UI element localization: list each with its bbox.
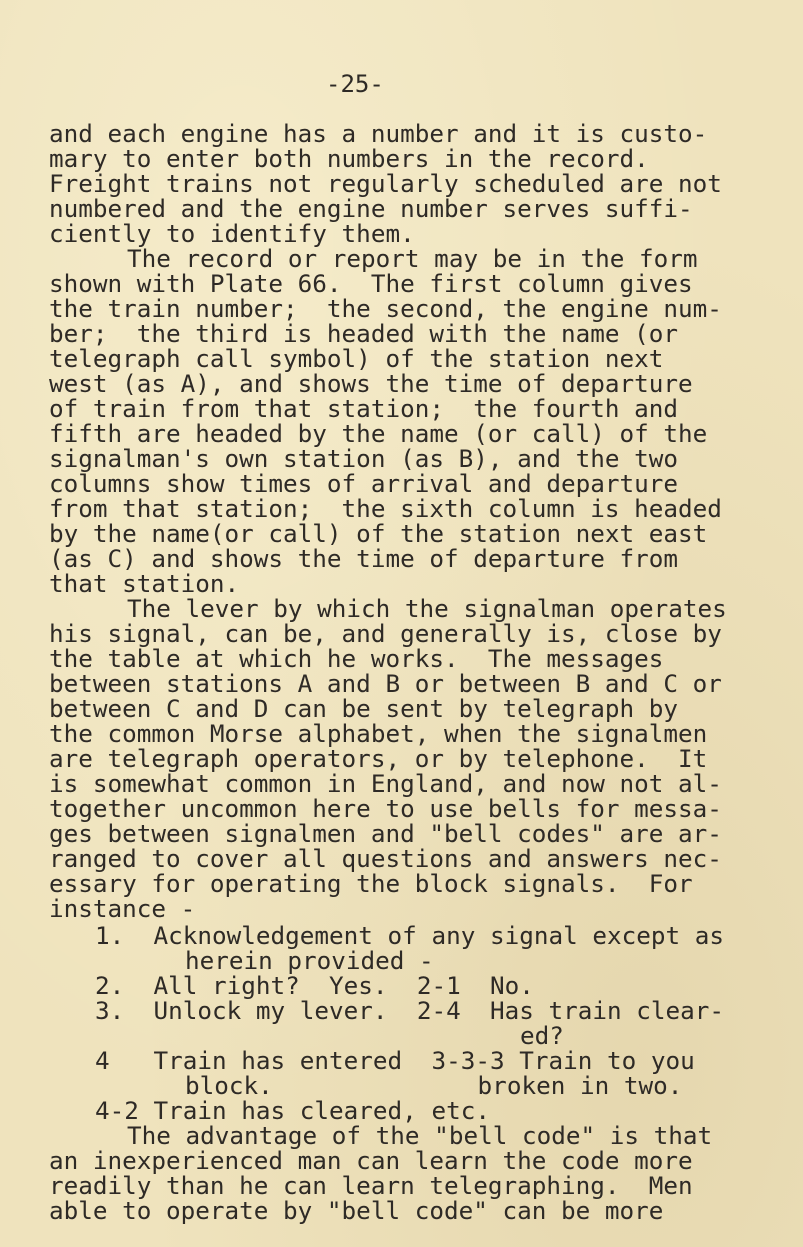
text-line: the common Morse alphabet, when the signalmen xyxy=(49,719,708,748)
list-item: 4-2 Train has cleared, etc. xyxy=(95,1096,490,1125)
text-line: Freight trains not regularly scheduled are not xyxy=(49,169,722,198)
text-line: ranged to cover all questions and answers nec- xyxy=(49,844,722,873)
text-line: instance - xyxy=(49,894,196,923)
text-line: by the name(or call) of the station next east xyxy=(49,519,708,548)
text-line: that station. xyxy=(49,569,240,598)
text-line: shown with Plate 66. The first column gives xyxy=(49,269,693,298)
text-line: between C and D can be sent by telegraph by xyxy=(49,694,679,723)
text-line: together uncommon here to use bells for messa- xyxy=(49,794,722,823)
text-line: numbered and the engine number serves suffi- xyxy=(49,194,693,223)
text-line: and each engine has a number and it is custo- xyxy=(49,119,708,148)
text-line: ciently to identify them. xyxy=(49,219,415,248)
text-line: mary to enter both numbers in the record. xyxy=(49,144,649,173)
text-line: the train number; the second, the engine num- xyxy=(49,294,722,323)
list-item: 4 Train has entered 3-3-3 Train to you xyxy=(95,1046,695,1075)
text-line: (as C) and shows the time of departure from xyxy=(49,544,679,573)
text-line: his signal, can be, and generally is, close by xyxy=(49,619,722,648)
text-line: essary for operating the block signals. For xyxy=(49,869,693,898)
text-line: ges between signalmen and "bell codes" are ar- xyxy=(49,819,722,848)
list-item: 1. Acknowledgement of any signal except as xyxy=(95,921,725,950)
list-item: 3. Unlock my lever. 2-4 Has train clear- xyxy=(95,996,725,1025)
text-line: able to operate by "bell code" can be more xyxy=(49,1196,664,1225)
text-line: telegraph call symbol) of the station next xyxy=(49,344,664,373)
text-line: are telegraph operators, or by telephone. It xyxy=(49,744,708,773)
text-line: the table at which he works. The messages xyxy=(49,644,664,673)
text-line: ber; the third is headed with the name (or xyxy=(49,319,679,348)
text-line: fifth are headed by the name (or call) of the xyxy=(49,419,708,448)
list-item-continuation: herein provided - xyxy=(185,946,434,975)
list-item-continuation: block. broken in two. xyxy=(185,1071,683,1100)
text-line: between stations A and B or between B and C or xyxy=(49,669,722,698)
list-item-continuation: ed? xyxy=(520,1021,564,1050)
text-line: The record or report may be in the form xyxy=(127,244,698,273)
text-line: The lever by which the signalman operates xyxy=(127,594,727,623)
text-line: columns show times of arrival and departure xyxy=(49,469,679,498)
text-line: west (as A), and shows the time of departure xyxy=(49,369,693,398)
text-line: readily than he can learn telegraphing. Men xyxy=(49,1171,693,1200)
text-line: from that station; the sixth column is headed xyxy=(49,494,722,523)
page-number: -25- xyxy=(326,70,384,98)
text-line: signalman's own station (as B), and the two xyxy=(49,444,679,473)
list-item: 2. All right? Yes. 2-1 No. xyxy=(95,971,534,1000)
text-line: an inexperienced man can learn the code more xyxy=(49,1146,693,1175)
text-line: of train from that station; the fourth and xyxy=(49,394,679,423)
text-line: is somewhat common in England, and now not al- xyxy=(49,769,722,798)
text-line: The advantage of the "bell code" is that xyxy=(127,1121,713,1150)
